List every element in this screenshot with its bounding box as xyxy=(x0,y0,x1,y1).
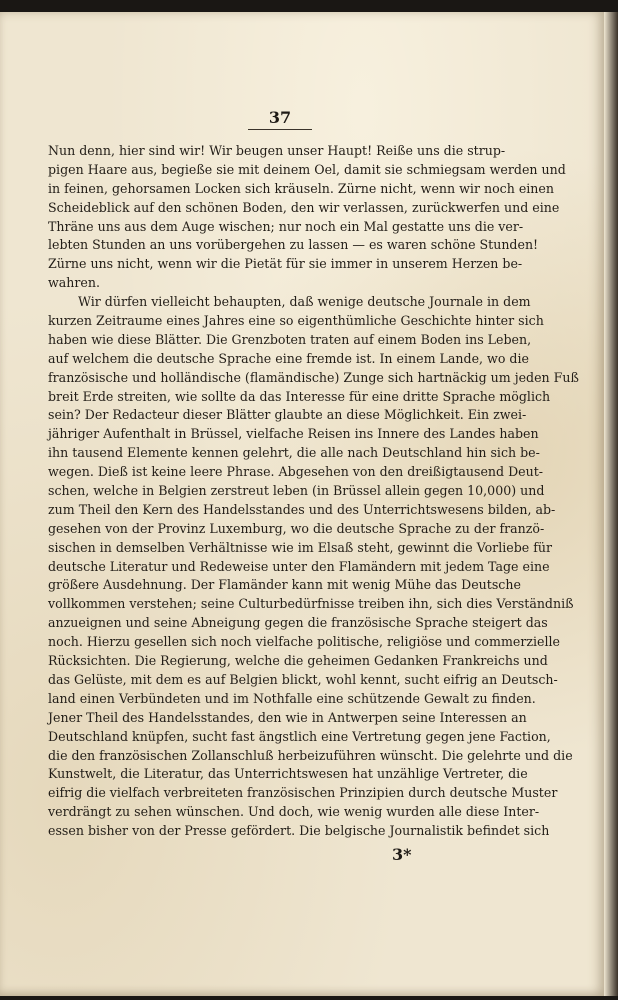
text-line: Deutschland knüpfen, sucht fast ängstlich eine Vertretung gegen jene Faction, xyxy=(48,728,551,744)
text-line: pigen Haare aus, begieße sie mit deinem Oel, damit sie schmiegsam werden und xyxy=(48,161,566,177)
text-line: kurzen Zeitraume eines Jahres eine so eigenthümliche Geschichte hinter sich xyxy=(48,313,544,329)
page-number: 37 xyxy=(268,108,292,127)
text-line: Wir dürfen vielleicht behaupten, daß wenige deutsche Journale in dem xyxy=(78,294,531,310)
text-line: jähriger Aufenthalt in Brüssel, vielfache Reisen ins Innere des Landes haben xyxy=(48,426,539,442)
text-line: Rücksichten. Die Regierung, welche die geheimen Gedanken Frankreichs und xyxy=(48,653,548,669)
body-text xyxy=(48,142,579,841)
signature-mark: 3* xyxy=(392,845,412,864)
text-line: wegen. Dieß ist keine leere Phrase. Abgesehen von den dreißigtausend Deut- xyxy=(48,464,544,480)
text-line: deutsche Literatur und Redeweise unter den Flamändern mit jedem Tage eine xyxy=(48,558,550,574)
text-line: ihn tausend Elemente kennen gelehrt, die alle nach Deutschland hin sich be- xyxy=(48,445,540,461)
text-line: auf welchem die deutsche Sprache eine fremde ist. In einem Lande, wo die xyxy=(48,350,529,366)
text-line: lebten Stunden an uns vorübergehen zu lassen — es waren schöne Stunden! xyxy=(48,237,539,253)
text-line: sischen in demselben Verhältnisse wie im Elsaß steht, gewinnt die Vorliebe für xyxy=(48,539,553,555)
text-line: Zürne uns nicht, wenn wir die Pietät für sie immer in unserem Herzen be- xyxy=(48,256,523,272)
text-line: zum Theil den Kern des Handelsstandes und des Unterrichtswesens bilden, ab- xyxy=(48,501,556,517)
text-line: das Gelüste, mit dem es auf Belgien blickt, wohl kennt, sucht eifrig an Deutsch- xyxy=(48,671,558,687)
text-line: haben wie diese Blätter. Die Grenzboten traten auf einem Boden ins Leben, xyxy=(48,331,532,347)
text-line: wahren. xyxy=(48,275,100,291)
text-line: Kunstwelt, die Literatur, das Unterrichtswesen hat unzählige Vertreter, die xyxy=(48,766,528,782)
text-line: Jener Theil des Handelsstandes, den wie in Antwerpen seine Interessen an xyxy=(48,709,527,725)
text-line: vollkommen verstehen; seine Culturbedürfnisse treiben ihn, sich dies Verständniß xyxy=(48,596,574,612)
text-line: eifrig die vielfach verbreiteten französischen Prinzipien durch deutsche Muster xyxy=(48,785,558,801)
text-line: französische und holländische (flamändische) Zunge sich hartnäckig um jeden Fuß xyxy=(48,369,579,385)
text-line: größere Ausdehnung. Der Flamänder kann mit wenig Mühe das Deutsche xyxy=(48,577,521,593)
text-line: Nun denn, hier sind wir! Wir beugen unser Haupt! Reiße uns die strup- xyxy=(48,143,506,158)
header-rule xyxy=(248,129,312,130)
text-line: verdrängt zu sehen wünschen. Und doch, wie wenig wurden alle diese Inter- xyxy=(48,804,540,820)
text-line: noch. Hierzu gesellen sich noch vielfache politische, religiöse und commerzielle xyxy=(48,634,560,650)
text-line: breit Erde streiten, wie sollte da das Interesse für eine dritte Sprache möglich xyxy=(48,388,551,404)
text-line: Thräne uns aus dem Auge wischen; nur noch ein Mal gestatte uns die ver- xyxy=(48,218,524,234)
text-line: gesehen von der Provinz Luxemburg, wo die deutsche Sprache zu der franzö- xyxy=(48,520,545,536)
text-line: sein? Der Redacteur dieser Blätter glaubte an diese Möglichkeit. Ein zwei- xyxy=(48,407,527,423)
text-line: Scheideblick auf den schönen Boden, den wir verlassen, zurückwerfen und eine xyxy=(48,199,560,215)
text-line: land einen Verbündeten und im Nothfalle eine schützende Gewalt zu finden. xyxy=(48,690,536,706)
text-line: in feinen, gehorsamen Locken sich kräuseln. Zürne nicht, wenn wir noch einen xyxy=(48,180,554,196)
page-edge-shadow xyxy=(604,12,618,996)
text-line: anzueignen und seine Abneigung gegen die französische Sprache steigert das xyxy=(48,615,548,631)
text-line: die den französischen Zollanschluß herbeizuführen wünscht. Die gelehrte und die xyxy=(48,747,573,763)
text-line: schen, welche in Belgien zerstreut leben (in Brüssel allein gegen 10,000) und xyxy=(48,483,545,499)
text-line: essen bisher von der Presse gefördert. Die belgische Journalistik befindet sich xyxy=(48,823,550,839)
